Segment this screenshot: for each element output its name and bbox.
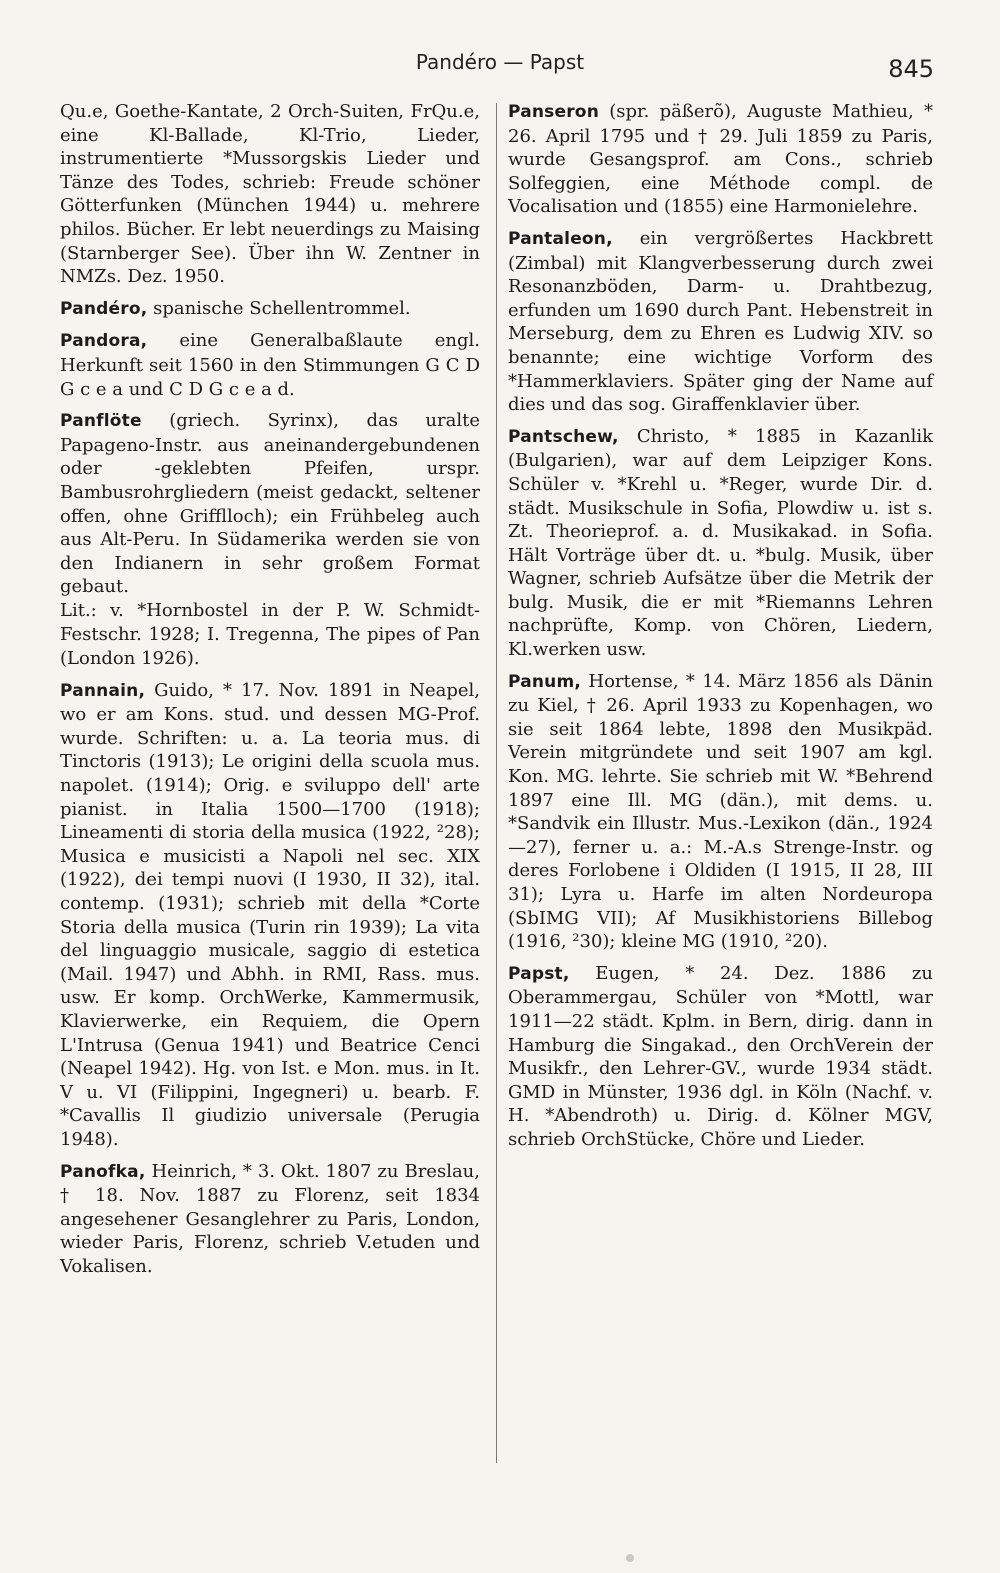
entry-pandora	[60, 329, 480, 401]
entry-pantschew	[508, 425, 933, 662]
entry-text: spanische Schellentrommel.	[147, 297, 411, 319]
entry-text: Hortense, * 14. März 1856 als Dänin zu Kiel, † 26. April 1933 zu Kopenhagen, wo sie seit 1864 lebte, 1898 den Musikpäd. Verein mitgründete und seit 1907 am kgl. Kon. MG. lehrte. Sie schrieb mit W. *Behrend 1897 eine Ill. MG (dän.), mit dems. u. *Sandvik ein Illustr. Mus.-Lexikon (dän., 1924—27), ferner u. a.: M.-A.s Strenge-Instr. og deres Forlobene i Oldiden (I 1915, II 28, III 31); Lyra u. Harfe im alten Nordeuropa (SbIMG VII); Af Musikhistoriens Billebog (1916, ²30); kleine MG (1910, ²20).	[508, 670, 933, 953]
headword: Panflöte	[60, 411, 142, 432]
entry-continuation: Qu.e, Goethe-Kantate, 2 Orch-Suiten, FrQu.e, eine Kl-Ballade, Kl-Trio, Lieder, instrumentierte *Mussorgskis Lieder und Tänze des Todes, schrieb: Freude schöner Götterfunken (München 1944) u. mehrere philos. Bücher. Er lebt neuerdings zu Maising (Starnberger See). Über ihn W. Zentner in NMZs. Dez. 1950.	[60, 101, 480, 288]
page-header	[0, 50, 1000, 90]
column-divider	[496, 103, 497, 1463]
entry-text: ein vergrößertes Hackbrett (Zimbal) mit Klangverbesserung durch zwei Resonanzböden, Darm- u. Drahtbezug, erfunden um 1690 durch Pant. Hebenstreit in Merseburg, dem zu Ehren es Ludwig XIV. so benannte; eine wichtige Vorform des *Hammerklaviers. Später ging der Name auf dies und das sog. Giraffenklavier über.	[508, 227, 933, 416]
entry-text: (spr. päßerõ), Auguste Mathieu, * 26. April 1795 und † 29. Juli 1859 zu Paris, wurde Gesangsprof. am Cons., schrieb Solfeggien, eine Méthode compl. de Vocalisation und (1855) eine Harmonielehre.	[508, 101, 933, 218]
entry-text: Guido, * 17. Nov. 1891 in Neapel, wo er am Kons. stud. und dessen MG-Prof. wurde. Schriften: u. a. La teoria mus. di Tinctoris (1913); Le origini della scuola mus. napolet. (1914); Orig. e sviluppo dell' arte pianist. in Italia 1500—1700 (1918); Lineamenti di storia della musica (1922, ²28); Musica e musicisti a Napoli nel sec. XIX (1922), dei tempi nuovi (I 1930, II 32), ital. contemp. (1931); schrieb mit della *Corte Storia della musica (Turin rin 1939); La vita del linguaggio musicale, saggio di estetica (Mail. 1947) und Abhh. in RMI, Rass. mus. usw. Er komp. OrchWerke, Kammermusik, Klavierwerke, ein Requiem, die Opern L'Intrusa (Genua 1941) und Beatrice Cenci (Neapel 1942). Hg. von Ist. e Mon. mus. in It. V u. VI (Filippini, Ingegneri) u. bearb. F. *Cavallis Il giudizio universale (Perugia 1948).	[60, 679, 480, 1150]
right-column	[508, 100, 933, 1160]
entry-pannain	[60, 679, 480, 1152]
entry-text: Christo, * 1885 in Kazanlik (Bulgarien), war auf dem Leipziger Kons. Schüler v. *Krehl u. *Reger, wurde Dir. d. städt. Musikschule in Sofia, Plowdiw u. ist s. Zt. Theorieprof. a. d. Musikakad. in Sofia. Hält Vorträge über dt. u. *bulg. Musik, über Wagner, schrieb Aufsätze über die Metrik der bulg. Musik, die er mit *Riemanns Lehren nachprüfte, Komp. von Chören, Liedern, Kl.werken usw.	[508, 425, 933, 661]
entry-text: Heinrich, * 3. Okt. 1807 zu Breslau, † 18. Nov. 1887 zu Florenz, seit 1834 angesehener Gesanglehrer zu Paris, London, wieder Paris, Florenz, schrieb V.etuden und Vokalisen.	[60, 1160, 480, 1277]
headword: Panseron	[508, 102, 599, 122]
headword: Papst,	[508, 963, 570, 984]
running-head: Pandéro — Papst	[415, 50, 585, 74]
entry-text: (griech. Syrinx), das uralte Papageno-Instr. aus aneinandergebundenen oder -geklebten Pfeifen, urspr. Bambusrohrgliedern (meist gedackt, seltener offen, ohne Grifflloch); ein Frühbeleg auch aus Alt-Peru. In Südamerika werden sie von den Indianern in sehr großem Format gebaut.	[60, 410, 480, 598]
headword: Pandéro,	[60, 298, 148, 319]
headword: Panofka,	[60, 1161, 146, 1182]
entry-panum	[508, 670, 933, 954]
left-column	[60, 100, 480, 1287]
entry-text: Lit.: v. *Hornbostel in der P. W. Schmidt-Festschr. 1928; I. Tregenna, The pipes of Pan (London 1926).	[60, 599, 480, 670]
entry-pandero	[60, 297, 480, 322]
entry-pantaleon	[508, 227, 933, 417]
entry-papst	[508, 962, 933, 1152]
page-number: 845	[888, 55, 934, 83]
headword: Pantaleon,	[508, 228, 613, 249]
entry-panseron	[508, 100, 933, 219]
headword: Pannain,	[60, 680, 146, 701]
entry-panfloete	[60, 409, 480, 599]
entry-text: eine Generalbaßlaute engl. Herkunft seit 1560 in den Stimmungen G C D G c e a und C D G c e a d.	[60, 330, 480, 400]
entry-literature	[60, 599, 480, 671]
headword: Panum,	[508, 671, 582, 692]
scan-speck	[626, 1554, 634, 1562]
entry-text: Eugen, * 24. Dez. 1886 zu Oberammergau, Schüler von *Mottl, war 1911—22 städt. Kplm. in Bern, dirig. dann in Hamburg die Singakad., den OrchVerein der Musikfr., den Lehrer-GV., wurde 1934 städt. GMD in Münster, 1936 dgl. in Köln (Nachf. v. H. *Abendroth) u. Dirig. d. Kölner MGV, schrieb OrchStücke, Chöre und Lieder.	[508, 962, 933, 1150]
headword: Pantschew,	[508, 426, 619, 447]
entry-panofka	[60, 1160, 480, 1279]
headword: Pandora,	[60, 331, 148, 352]
